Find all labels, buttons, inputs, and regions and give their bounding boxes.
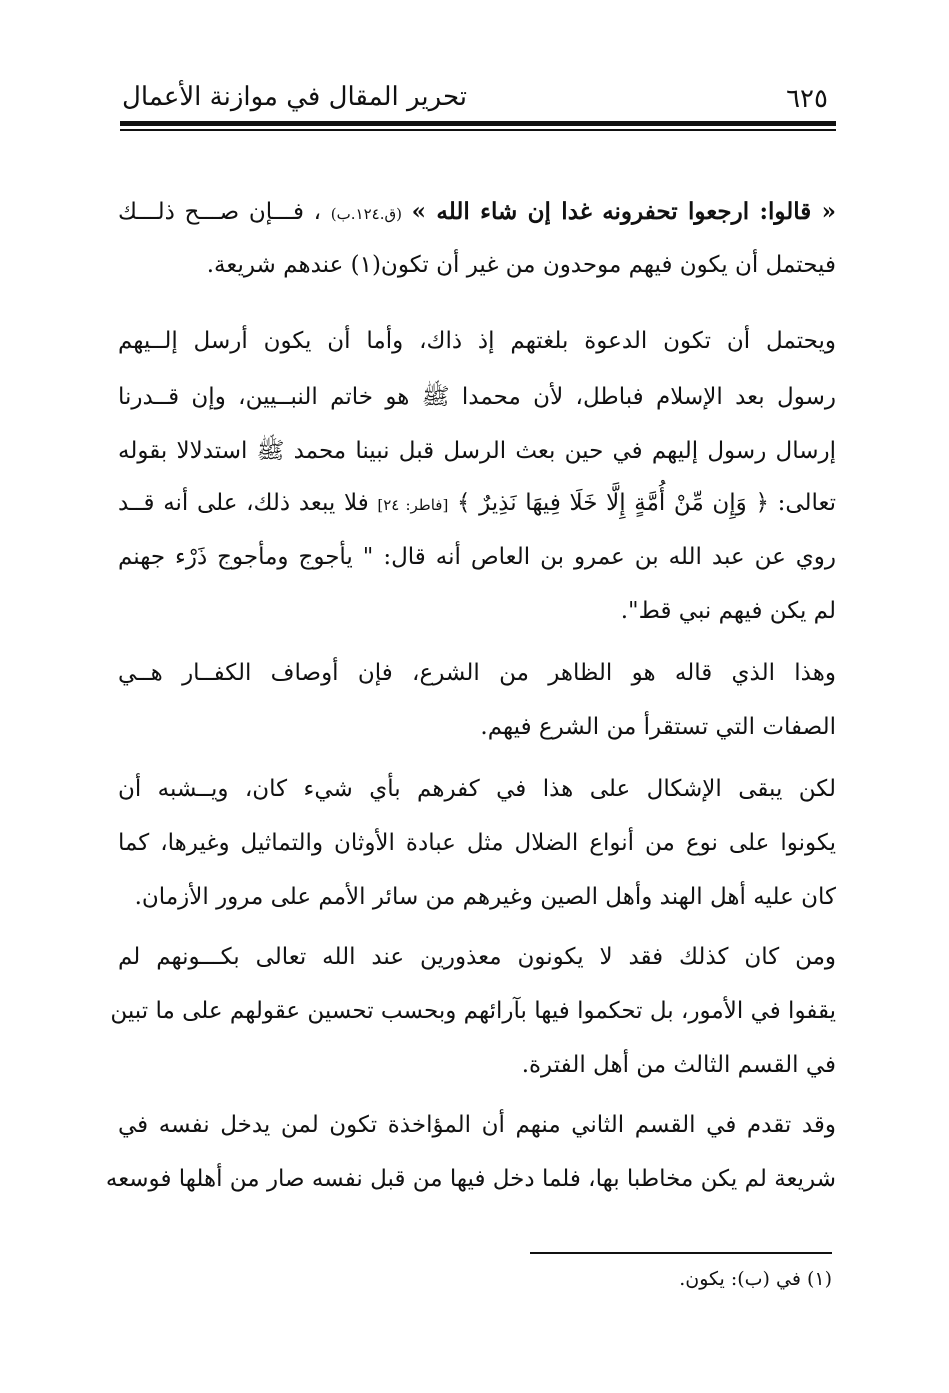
page-header [118,78,836,114]
text-line: في القسم الثالث من أهل الفترة. [521,1052,836,1078]
footnote: (١) في (ب): يكون. [679,1268,832,1290]
text-line: لم يكن فيهم نبي قط". [620,598,836,624]
text-line: إرسال رسول إليهم في حين بعث الرسل قبل نبينا محمد ﷺ استدلالا بقوله [118,438,836,464]
text-line: الصفات التي تستقرأ من الشرع فيهم. [480,714,836,740]
text-line: ومن كان كذلك فقد لا يكونون معذورين عند الله تعالى بكـــونهم لم [118,944,836,970]
text-line: كان عليه أهل الهند وأهل الصين وغيرهم من سائر الأمم على مرور الأزمان. [134,884,836,910]
header-rule-thin [120,129,836,131]
text-line: رسول بعد الإسلام فباطل، لأن محمدا ﷺ هو خاتم النبــيين، وإن قــدرنا [118,384,836,410]
text-line: فيحتمل أن يكون فيهم موحدون من غير أن تكون(١) عندهم شريعة. [206,252,836,278]
quran-verse: تعالى: ﴿ وَإِن مِّنْ أُمَّةٍ إِلَّا خَلَا فِيهَا نَذِيرٌ ﴾ [456,490,836,516]
line-text: ، فـــإن صـــح ذلـــك [118,199,322,225]
header-rule-thick [120,121,836,126]
footnote-rule [530,1252,832,1254]
text-line: يقفوا في الأمور، بل تحكموا فيها بآرائهم وبحسب تحسين عقولهم على ما تبين [110,998,836,1024]
running-title: تحرير المقال في موازنة الأعمال [122,82,467,112]
text-line: روي عن عبد الله بن عمرو بن العاص أنه قال: " يأجوج ومأجوج ذَرْء جهنم [118,544,836,570]
text-line: يكونوا على نوع من أنواع الضلال مثل عبادة الأوثان والتماثيل وغيرها، كما [118,830,836,856]
text-line [118,198,836,250]
text-line: وقد تقدم في القسم الثاني منهم أن المؤاخذة تكون لمن يدخل نفسه في [118,1112,836,1138]
verse-reference: [فاطر: ٢٤] [377,496,449,514]
line-text: فلا يبعد ذلك، على أنه قــد [118,490,369,516]
text-line: شريعة لم يكن مخاطبا بها، فلما دخل فيها من قبل نفسه صار من أهلها فوسعه [105,1166,836,1192]
text-line [118,490,836,542]
page-number: ٦٢٥ [786,84,828,114]
text-line: لكن يبقى الإشكال على هذا في كفرهم بأي شيء كان، ويــشبه أن [118,776,836,802]
source-reference: (ق.١٢٤.ب) [330,205,402,223]
quoted-speech: « قالوا: ارجعوا تحفرونه غدا إن شاء الله » [411,198,837,225]
text-line: ويحتمل أن تكون الدعوة بلغتهم إذ ذاك، وأما أن يكون أرسل إلــيهم [118,328,836,354]
text-line: وهذا الذي قاله هو الظاهر من الشرع، فإن أوصاف الكفــار هــي [118,660,836,686]
